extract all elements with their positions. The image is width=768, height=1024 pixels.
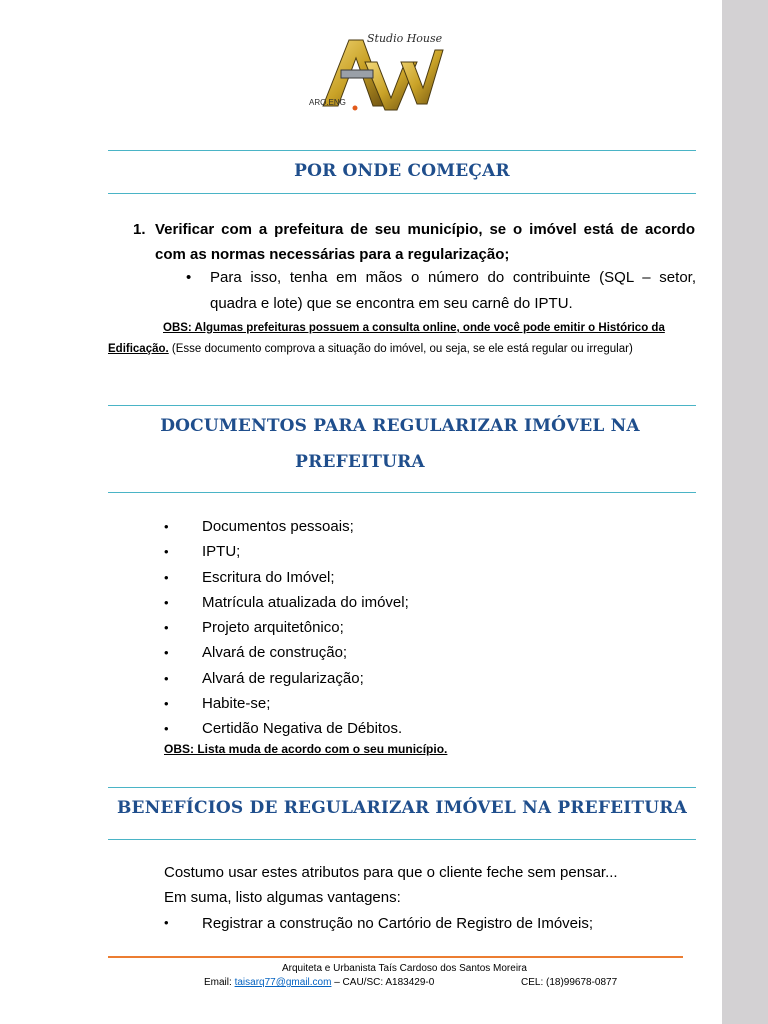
numbered-item-1 <box>133 217 695 267</box>
section3-bottom-rule <box>108 839 696 840</box>
section1-bottom-rule <box>108 193 696 194</box>
section1-top-rule <box>108 150 696 151</box>
item-text: Verificar com a prefeitura de seu município, se o imóvel está de acordo com as normas necessárias para a regularização; <box>155 221 695 263</box>
logo-sub-text: ARQ.ENG <box>309 98 346 107</box>
list-item <box>164 716 684 741</box>
bullet-icon: • <box>164 696 169 712</box>
sub-bullet-text: Para isso, tenha em mãos o número do contribuinte (SQL – setor, quadra e lote) que se encontra em seu carnê do IPTU. <box>210 269 696 312</box>
documents-list <box>164 514 684 742</box>
section2-heading-line1: DOCUMENTOS PARA REGULARIZAR IMÓVEL NA <box>160 416 640 436</box>
list-item <box>164 691 684 716</box>
footer-email-link[interactable]: taisarq77@gmail.com <box>234 977 332 988</box>
paragraph-advantages: Em suma, listo algumas vantagens: <box>164 889 401 906</box>
list-item-label: Documentos pessoais; <box>202 518 354 535</box>
section3-top-rule <box>108 787 696 788</box>
list-item-label: Alvará de construção; <box>202 644 348 662</box>
section2-heading-line2: PREFEITURA <box>295 452 425 472</box>
list-item <box>164 590 684 615</box>
bullet-icon: • <box>164 915 169 930</box>
bullet-icon: • <box>164 645 169 661</box>
list-item-label: Escritura do Imóvel; <box>202 568 335 586</box>
item-number: 1. <box>133 221 146 238</box>
list-item-label: Projeto arquitetônico; <box>202 619 344 637</box>
section1-heading: POR ONDE COMEÇAR <box>294 161 510 181</box>
obs-note-online-consult <box>108 318 696 360</box>
section2-top-rule <box>108 405 696 406</box>
footer-cel: CEL: (18)99678-0877 <box>521 977 618 988</box>
list-item <box>164 666 684 691</box>
list-item-label: Matrícula atualizada do imóvel; <box>202 593 409 611</box>
list-item-label: Alvará de regularização; <box>202 669 364 687</box>
bullet-icon: • <box>186 269 192 286</box>
footer-contact <box>204 977 434 988</box>
footer-cau: – CAU/SC: A183429-0 <box>334 977 435 988</box>
list-item <box>164 640 684 665</box>
logo-brand-text: Studio House <box>367 32 443 45</box>
list-item <box>164 565 684 590</box>
footer-email-label: Email: <box>204 977 232 988</box>
list-item-label: IPTU; <box>202 543 241 561</box>
bullet-icon: • <box>164 620 169 636</box>
list-item <box>164 514 684 539</box>
benefit-bullet-item <box>164 915 684 932</box>
list-item-label: Certidão Negativa de Débitos. <box>202 720 403 738</box>
bullet-icon: • <box>164 721 169 737</box>
list-item-label: Habite-se; <box>202 695 271 713</box>
obs-normal-text: (Esse documento comprova a situação do imóvel, ou seja, se ele está regular ou irregular) <box>168 343 633 355</box>
list-item <box>164 615 684 640</box>
sub-bullet-item <box>186 265 696 317</box>
viewer-side-panel <box>722 0 768 1024</box>
paragraph-attributes: Costumo usar estes atributos para que o cliente feche sem pensar... <box>164 864 618 881</box>
benefit-bullet-text: Registrar a construção no Cartório de Registro de Imóveis; <box>202 915 594 932</box>
obs-bold-text: OBS: Algumas prefeituras possuem a consulta online, onde você pode emitir o Histórico da Edificação. <box>108 322 665 355</box>
section3-heading: BENEFÍCIOS DE REGULARIZAR IMÓVEL NA PREFEITURA <box>116 798 688 818</box>
bullet-icon: • <box>164 569 169 585</box>
bullet-icon: • <box>164 594 169 610</box>
studio-house-logo <box>305 22 445 114</box>
bullet-icon: • <box>164 544 169 560</box>
obs-note-list: OBS: Lista muda de acordo com o seu município. <box>164 742 448 756</box>
section2-bottom-rule <box>108 492 696 493</box>
list-item <box>164 539 684 564</box>
footer-name: Arquiteta e Urbanista Taís Cardoso dos Santos Moreira <box>282 963 527 974</box>
bullet-icon: • <box>164 670 169 686</box>
bullet-icon: • <box>164 519 169 534</box>
footer-rule <box>108 956 683 958</box>
